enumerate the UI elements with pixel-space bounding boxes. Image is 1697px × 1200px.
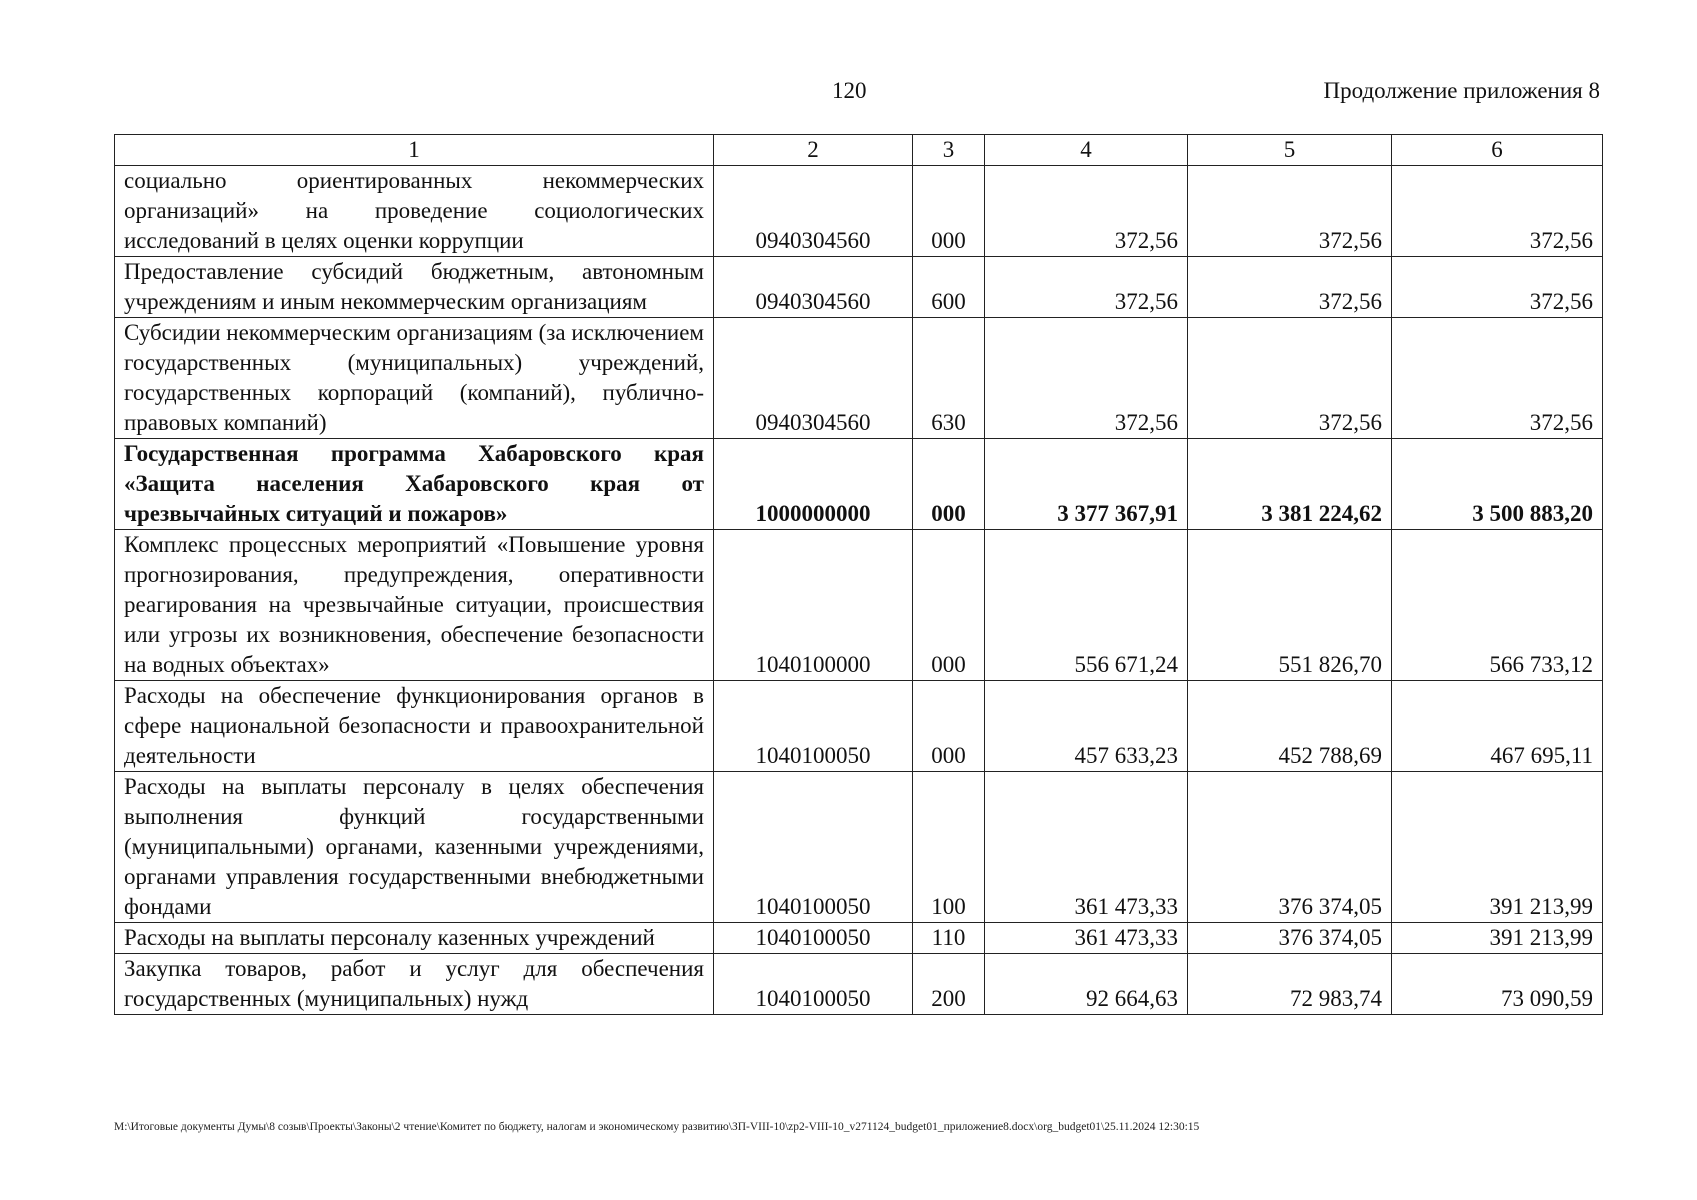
- row-value-col4: 372,56: [985, 166, 1188, 257]
- row-value-col6: 372,56: [1392, 318, 1603, 439]
- row-value-col6: 372,56: [1392, 257, 1603, 318]
- row-value-col4: 556 671,24: [985, 530, 1188, 681]
- row-target-code: 0940304560: [714, 257, 913, 318]
- row-value-col6: 566 733,12: [1392, 530, 1603, 681]
- row-expense-kind: 000: [913, 530, 985, 681]
- row-target-code: 0940304560: [714, 318, 913, 439]
- row-value-col4: 92 664,63: [985, 954, 1188, 1015]
- appendix-continuation-label: Продолжение приложения 8: [1323, 78, 1600, 103]
- row-target-code: 1040100050: [714, 923, 913, 954]
- row-value-col6: 3 500 883,20: [1392, 439, 1603, 530]
- table-row: [115, 923, 1603, 954]
- table-row-program-total: [115, 439, 1603, 530]
- row-description: Комплекс процессных мероприятий «Повышение уровня прогнозирования, предупреждения, оперативности реагирования на чрезвычайные ситуации, происшествия или угрозы их возникновения, обеспечение безопасности на водных объектах»: [115, 530, 714, 681]
- row-target-code: 1040100000: [714, 530, 913, 681]
- row-value-col4: 372,56: [985, 318, 1188, 439]
- row-expense-kind: 200: [913, 954, 985, 1015]
- row-value-col4: 361 473,33: [985, 772, 1188, 923]
- row-expense-kind: 000: [913, 681, 985, 772]
- row-value-col5: 376 374,05: [1188, 923, 1392, 954]
- row-value-col4: 361 473,33: [985, 923, 1188, 954]
- row-description: Расходы на обеспечение функционирования органов в сфере национальной безопасности и правоохранительной деятельности: [115, 681, 714, 772]
- row-description: Субсидии некоммерческим организациям (за исключением государственных (муниципальных) учреждений, государственных корпораций (компаний), публично-правовых компаний): [115, 318, 714, 439]
- row-expense-kind: 630: [913, 318, 985, 439]
- row-value-col4: 3 377 367,91: [985, 439, 1188, 530]
- row-value-col5: 551 826,70: [1188, 530, 1392, 681]
- column-header: 4: [985, 135, 1188, 166]
- table-header-row: [115, 135, 1603, 166]
- column-header: 6: [1392, 135, 1603, 166]
- table-row: [115, 954, 1603, 1015]
- row-expense-kind: 000: [913, 166, 985, 257]
- table-row: [115, 681, 1603, 772]
- row-target-code: 1040100050: [714, 954, 913, 1015]
- row-value-col5: 3 381 224,62: [1188, 439, 1392, 530]
- column-header: 2: [714, 135, 913, 166]
- table-row: [115, 318, 1603, 439]
- table-row: [115, 772, 1603, 923]
- row-value-col6: 391 213,99: [1392, 923, 1603, 954]
- column-header: 1: [115, 135, 714, 166]
- row-value-col5: 72 983,74: [1188, 954, 1392, 1015]
- row-expense-kind: 600: [913, 257, 985, 318]
- row-value-col6: 73 090,59: [1392, 954, 1603, 1015]
- row-description: Закупка товаров, работ и услуг для обеспечения государственных (муниципальных) нужд: [115, 954, 714, 1015]
- row-target-code: 1040100050: [714, 681, 913, 772]
- row-value-col5: 372,56: [1188, 257, 1392, 318]
- row-target-code: 1000000000: [714, 439, 913, 530]
- row-target-code: 1040100050: [714, 772, 913, 923]
- page-number: 120: [832, 78, 867, 103]
- row-description: Расходы на выплаты персоналу в целях обеспечения выполнения функций государственными (муниципальными) органами, казенными учреждениями, органами управления государственными внебюджетными фондами: [115, 772, 714, 923]
- row-expense-kind: 110: [913, 923, 985, 954]
- row-value-col6: 372,56: [1392, 166, 1603, 257]
- row-value-col5: 376 374,05: [1188, 772, 1392, 923]
- row-expense-kind: 000: [913, 439, 985, 530]
- row-value-col4: 457 633,23: [985, 681, 1188, 772]
- table-row: [115, 530, 1603, 681]
- row-value-col6: 391 213,99: [1392, 772, 1603, 923]
- table-row: [115, 257, 1603, 318]
- budget-table: [114, 134, 1603, 1015]
- row-description: Предоставление субсидий бюджетным, автономным учреждениям и иным некоммерческим организациям: [115, 257, 714, 318]
- document-file-path-footer: М:\Итоговые документы Думы\8 созыв\Проекты\Законы\2 чтение\Комитет по бюджету, налогам и экономическому развитию\ЗП-VIII-10\zp2-VIII-10_v271124_budget01_приложение8.docx\org_budget01\25.11.2024 12:30:15: [114, 1121, 1200, 1133]
- row-description: социально ориентированных некоммерческих организаций» на проведение социологических исследований в целях оценки коррупции: [115, 166, 714, 257]
- row-value-col5: 452 788,69: [1188, 681, 1392, 772]
- row-value-col6: 467 695,11: [1392, 681, 1603, 772]
- row-description: Расходы на выплаты персоналу казенных учреждений: [115, 923, 714, 954]
- column-header: 3: [913, 135, 985, 166]
- row-target-code: 0940304560: [714, 166, 913, 257]
- row-description: Государственная программа Хабаровского края «Защита населения Хабаровского края от чрезвычайных ситуаций и пожаров»: [115, 439, 714, 530]
- row-value-col5: 372,56: [1188, 166, 1392, 257]
- row-value-col4: 372,56: [985, 257, 1188, 318]
- row-value-col5: 372,56: [1188, 318, 1392, 439]
- table-row: [115, 166, 1603, 257]
- column-header: 5: [1188, 135, 1392, 166]
- row-expense-kind: 100: [913, 772, 985, 923]
